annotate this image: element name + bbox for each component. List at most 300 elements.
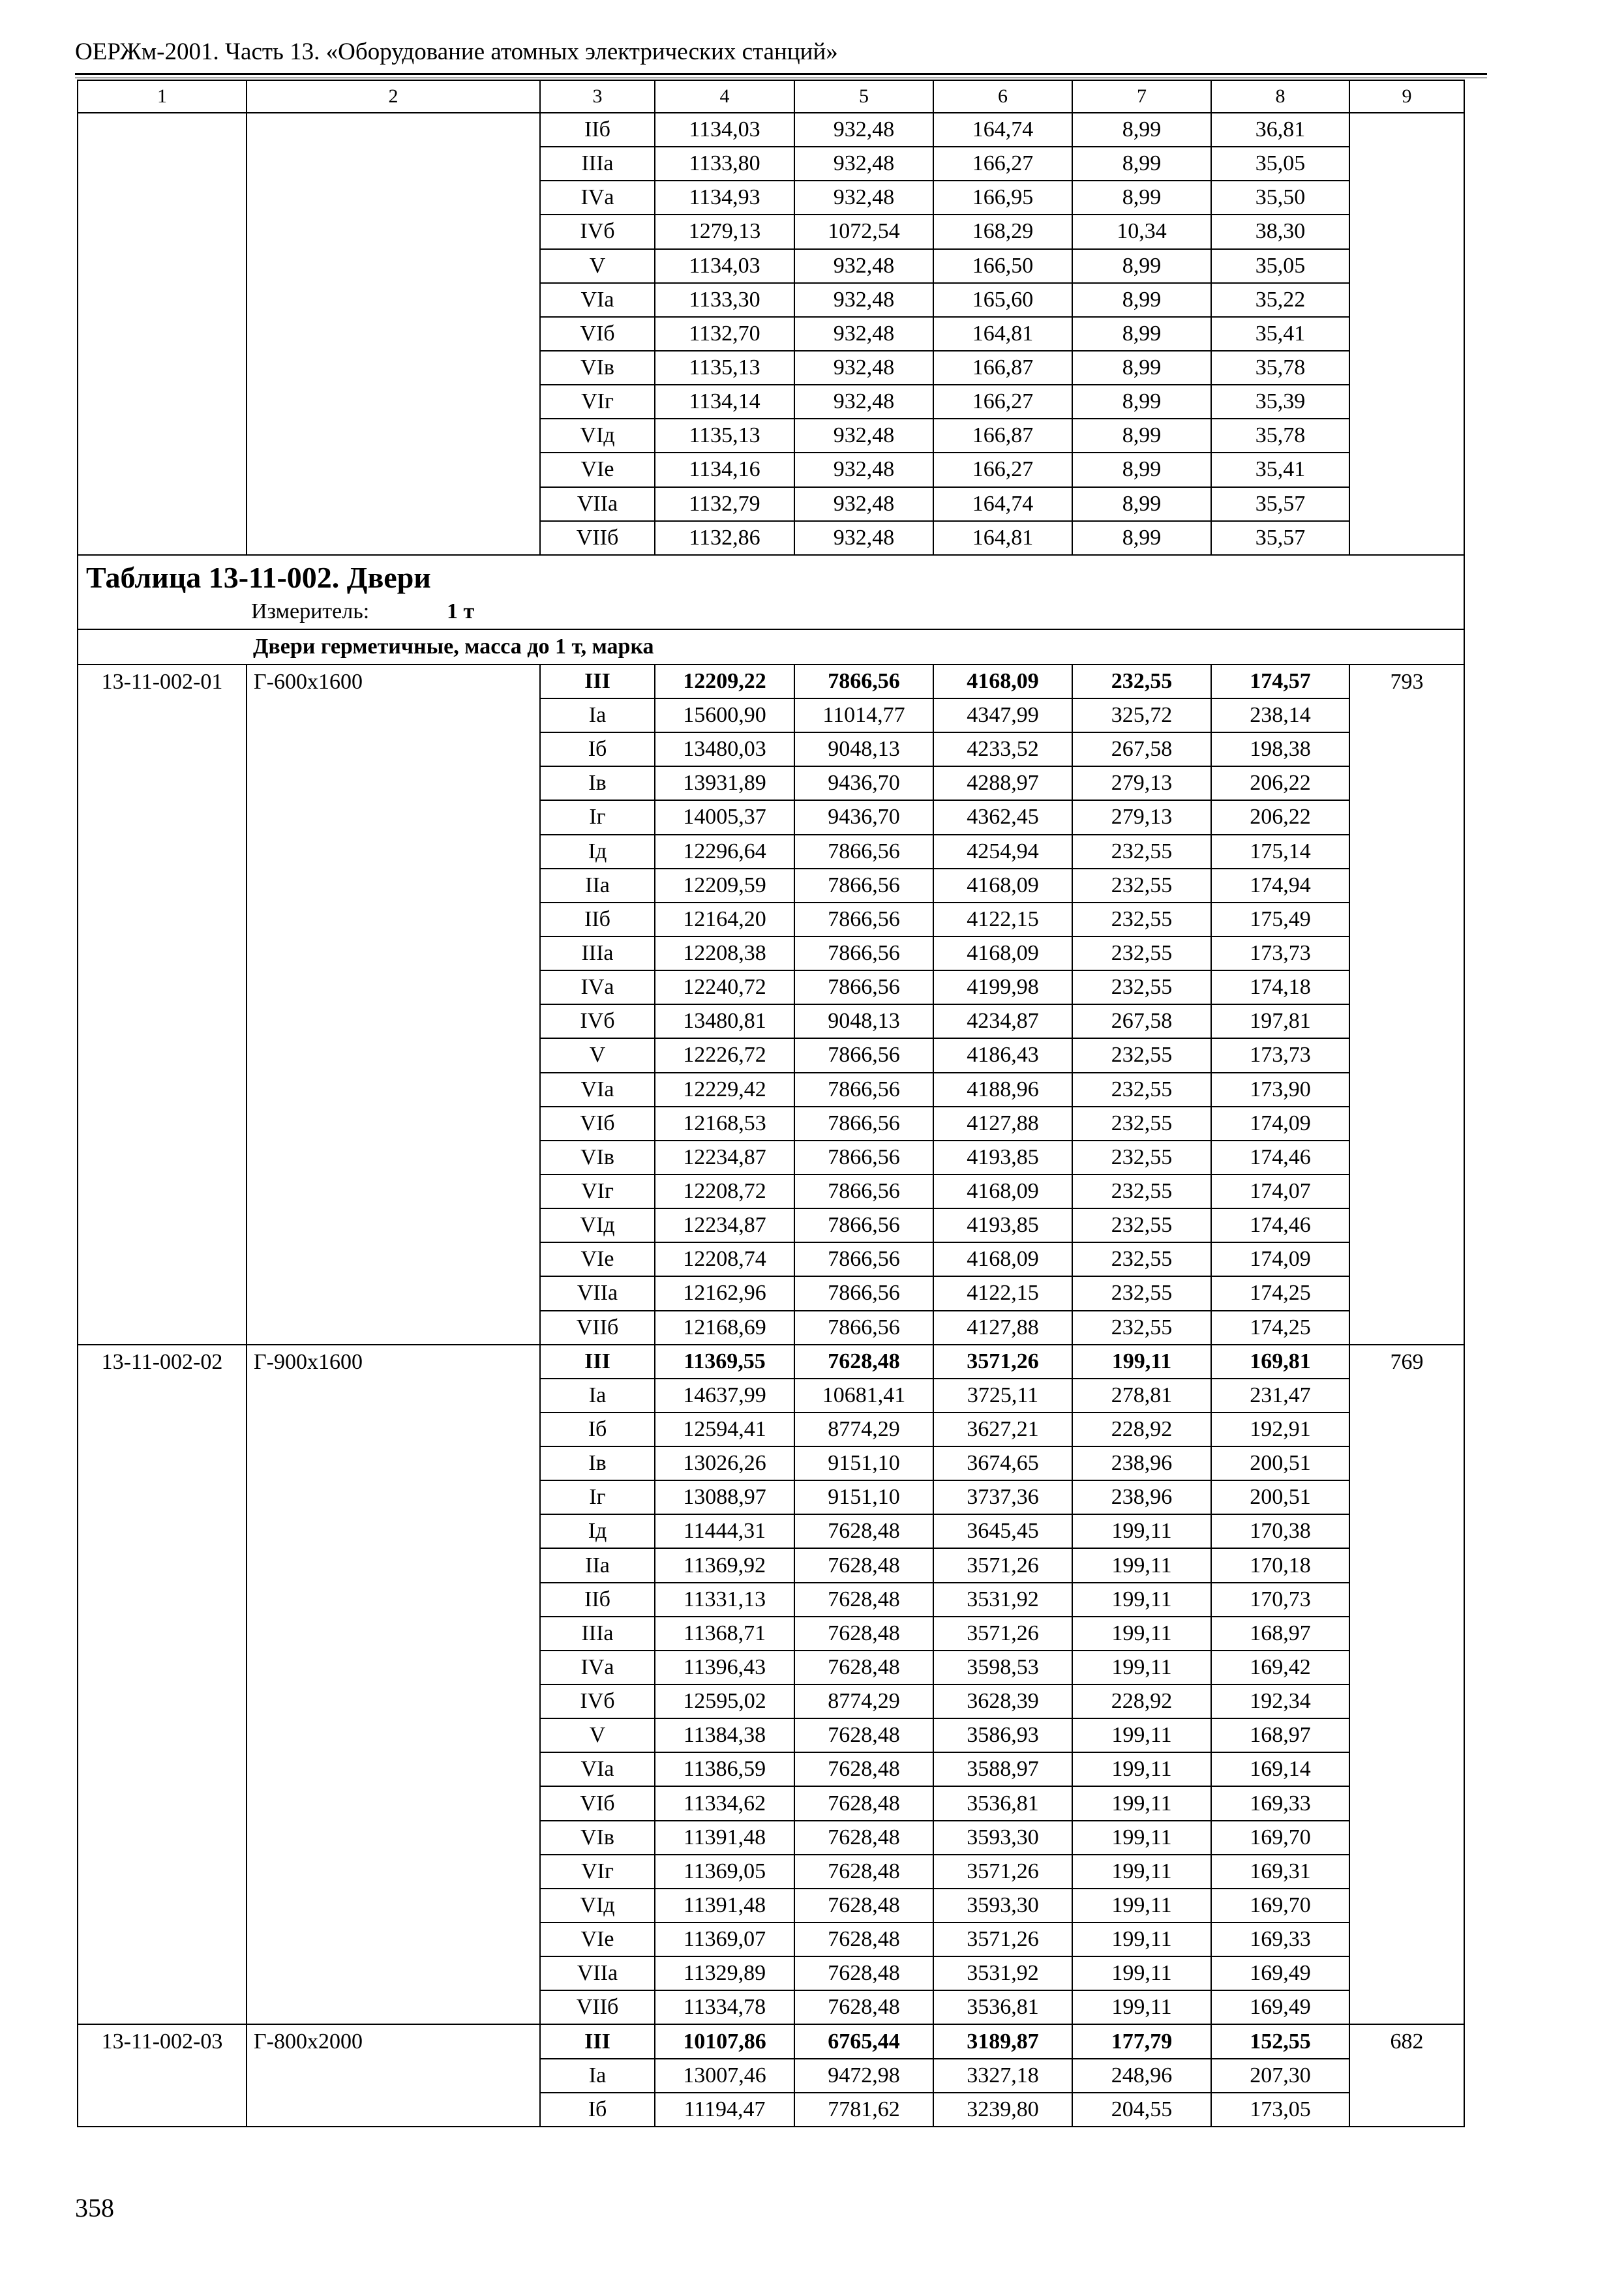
table-cell: VIIа	[540, 1956, 655, 1990]
table-cell: 7866,56	[794, 1311, 933, 1345]
table-cell: 7628,48	[794, 1718, 933, 1752]
item-name: Г-900х1600	[247, 1345, 540, 2025]
table-cell: 7628,48	[794, 1345, 933, 1379]
table-cell: 173,90	[1211, 1073, 1349, 1107]
table-cell: V	[540, 1718, 655, 1752]
table-cell: IIIа	[540, 936, 655, 970]
table-cell: 174,18	[1211, 970, 1349, 1004]
table-cell: 199,11	[1072, 1548, 1211, 1582]
table-cell: 197,81	[1211, 1004, 1349, 1038]
table-cell: 35,50	[1211, 181, 1349, 215]
table-cell: 4188,96	[933, 1073, 1072, 1107]
table-cell: 164,74	[933, 113, 1072, 147]
table-cell: 932,48	[794, 487, 933, 521]
table-cell: 11334,62	[655, 1786, 794, 1820]
table-cell: 168,97	[1211, 1718, 1349, 1752]
table-cell: 170,38	[1211, 1514, 1349, 1548]
table-cell: 7781,62	[794, 2093, 933, 2127]
table-cell: 9048,13	[794, 1004, 933, 1038]
table-cell: 9048,13	[794, 732, 933, 766]
table-cell: VIд	[540, 1208, 655, 1242]
table-cell: 175,49	[1211, 903, 1349, 936]
column-number: 8	[1211, 80, 1349, 113]
table-cell: 13480,81	[655, 1004, 794, 1038]
item-mass: 682	[1349, 2024, 1464, 2126]
table-cell: 169,42	[1211, 1651, 1349, 1684]
table-cell: 207,30	[1211, 2059, 1349, 2093]
table-cell: 4199,98	[933, 970, 1072, 1004]
table-cell: 174,07	[1211, 1174, 1349, 1208]
table-cell: 3593,30	[933, 1821, 1072, 1855]
table-cell: 7866,56	[794, 1208, 933, 1242]
table-cell: 3645,45	[933, 1514, 1072, 1548]
table-cell: 8,99	[1072, 385, 1211, 419]
table-cell: VIIа	[540, 487, 655, 521]
column-number: 1	[78, 80, 247, 113]
table-cell: 12229,42	[655, 1073, 794, 1107]
table-cell: 3571,26	[933, 1617, 1072, 1651]
table-cell: 166,27	[933, 453, 1072, 486]
table-cell: 174,94	[1211, 869, 1349, 903]
table-cell: V	[540, 249, 655, 283]
table-cell: 3571,26	[933, 1922, 1072, 1956]
table-title: Таблица 13-11-002. Двери	[86, 560, 431, 594]
table-cell: 11369,07	[655, 1922, 794, 1956]
empty-code-cell	[78, 113, 247, 555]
table-cell: 4168,09	[933, 869, 1072, 903]
table-cell: 7628,48	[794, 1889, 933, 1922]
table-cell: 166,87	[933, 419, 1072, 453]
table-cell: 9436,70	[794, 766, 933, 800]
table-cell: 3189,87	[933, 2024, 1072, 2058]
table-row	[78, 1345, 1464, 1379]
table-cell: 173,73	[1211, 936, 1349, 970]
table-cell: 3737,36	[933, 1480, 1072, 1514]
table-cell: 13007,46	[655, 2059, 794, 2093]
table-cell: 232,55	[1072, 1038, 1211, 1072]
table-cell: 232,55	[1072, 665, 1211, 698]
table-cell: VIг	[540, 1855, 655, 1889]
column-number: 4	[655, 80, 794, 113]
empty-mass-cell	[1349, 113, 1464, 555]
table-cell: 11391,48	[655, 1889, 794, 1922]
table-cell: 7866,56	[794, 1276, 933, 1310]
table-cell: 932,48	[794, 249, 933, 283]
table-cell: 279,13	[1072, 766, 1211, 800]
table-cell: 13026,26	[655, 1446, 794, 1480]
table-cell: 10107,86	[655, 2024, 794, 2058]
table-cell: 238,96	[1072, 1480, 1211, 1514]
table-cell: 199,11	[1072, 1786, 1211, 1820]
table-cell: 238,96	[1072, 1446, 1211, 1480]
column-number: 2	[247, 80, 540, 113]
table-cell: VIа	[540, 1752, 655, 1786]
table-cell: 168,29	[933, 215, 1072, 248]
table-cell: 11444,31	[655, 1514, 794, 1548]
table-cell: 4234,87	[933, 1004, 1072, 1038]
table-cell: IVа	[540, 970, 655, 1004]
table-cell: 35,05	[1211, 249, 1349, 283]
table-cell: 12209,22	[655, 665, 794, 698]
table-cell: 3674,65	[933, 1446, 1072, 1480]
table-cell: VIб	[540, 317, 655, 351]
table-cell: 267,58	[1072, 1004, 1211, 1038]
header-rule	[75, 73, 1487, 75]
table-cell: 7866,56	[794, 1242, 933, 1276]
rates-table	[77, 80, 1465, 2127]
table-cell: 7628,48	[794, 1990, 933, 2024]
measurer-label: Измеритель:	[251, 599, 370, 623]
table-cell: 3628,39	[933, 1684, 1072, 1718]
table-cell: 228,92	[1072, 1413, 1211, 1446]
column-number: 7	[1072, 80, 1211, 113]
item-code: 13-11-002-01	[78, 665, 247, 1345]
table-cell: 9436,70	[794, 800, 933, 834]
table-cell: 3586,93	[933, 1718, 1072, 1752]
table-cell: 8774,29	[794, 1684, 933, 1718]
table-cell: 12234,87	[655, 1141, 794, 1174]
table-cell: 170,73	[1211, 1583, 1349, 1617]
table-cell: 4122,15	[933, 1276, 1072, 1310]
table-cell: 8,99	[1072, 419, 1211, 453]
table-cell: 7866,56	[794, 1038, 933, 1072]
table-cell: 7866,56	[794, 1174, 933, 1208]
table-cell: 169,81	[1211, 1345, 1349, 1379]
table-cell: 3593,30	[933, 1889, 1072, 1922]
table-cell: 6765,44	[794, 2024, 933, 2058]
table-cell: 1134,16	[655, 453, 794, 486]
item-mass: 793	[1349, 665, 1464, 1345]
table-cell: 4168,09	[933, 1242, 1072, 1276]
table-cell: 199,11	[1072, 1752, 1211, 1786]
column-number: 6	[933, 80, 1072, 113]
table-cell: 4127,88	[933, 1107, 1072, 1141]
page-number: 358	[75, 2193, 114, 2222]
table-cell: IIа	[540, 1548, 655, 1582]
table-cell: 11396,43	[655, 1651, 794, 1684]
table-cell: 8,99	[1072, 147, 1211, 181]
section-row	[78, 629, 1464, 665]
column-number: 9	[1349, 80, 1464, 113]
table-cell: 7628,48	[794, 1922, 933, 1956]
table-cell: 199,11	[1072, 1583, 1211, 1617]
table-cell: 8,99	[1072, 283, 1211, 317]
table-cell: 4193,85	[933, 1208, 1072, 1242]
table-cell: 7866,56	[794, 1073, 933, 1107]
table-cell: 169,31	[1211, 1855, 1349, 1889]
table-cell: VIа	[540, 283, 655, 317]
table-cell: VIIб	[540, 1990, 655, 2024]
table-cell: 10681,41	[794, 1379, 933, 1413]
table-cell: 4127,88	[933, 1311, 1072, 1345]
table-cell: 166,95	[933, 181, 1072, 215]
table-cell: 3239,80	[933, 2093, 1072, 2127]
table-cell: 199,11	[1072, 1651, 1211, 1684]
table-cell: 7866,56	[794, 835, 933, 869]
table-cell: VIIб	[540, 521, 655, 555]
table-cell: 199,11	[1072, 1855, 1211, 1889]
table-cell: 232,55	[1072, 1141, 1211, 1174]
table-cell: 11369,92	[655, 1548, 794, 1582]
table-cell: 1134,03	[655, 249, 794, 283]
table-cell: 1132,79	[655, 487, 794, 521]
table-cell: 4347,99	[933, 698, 1072, 732]
table-cell: 3571,26	[933, 1345, 1072, 1379]
table-cell: 7628,48	[794, 1548, 933, 1582]
table-cell: 8,99	[1072, 521, 1211, 555]
page-header: ОЕРЖм-2001. Часть 13. «Оборудование атомных электрических станций»	[75, 38, 838, 65]
table-cell: 164,81	[933, 521, 1072, 555]
table-cell: 174,46	[1211, 1208, 1349, 1242]
table-cell: 11369,05	[655, 1855, 794, 1889]
table-cell: 11329,89	[655, 1956, 794, 1990]
table-cell: 267,58	[1072, 732, 1211, 766]
table-cell: 12208,74	[655, 1242, 794, 1276]
table-cell: IIIа	[540, 147, 655, 181]
table-cell: 232,55	[1072, 936, 1211, 970]
table-cell: IVб	[540, 215, 655, 248]
table-cell: 3598,53	[933, 1651, 1072, 1684]
table-cell: 232,55	[1072, 903, 1211, 936]
table-cell: 231,47	[1211, 1379, 1349, 1413]
table-cell: IIб	[540, 903, 655, 936]
table-cell: 1135,13	[655, 419, 794, 453]
table-cell: 174,46	[1211, 1141, 1349, 1174]
table-cell: VIг	[540, 385, 655, 419]
table-cell: 4193,85	[933, 1141, 1072, 1174]
table-cell: 169,49	[1211, 1956, 1349, 1990]
column-number: 5	[794, 80, 933, 113]
table-cell: 1072,54	[794, 215, 933, 248]
table-cell: 9151,10	[794, 1446, 933, 1480]
table-cell: VIв	[540, 351, 655, 385]
table-cell: 36,81	[1211, 113, 1349, 147]
table-cell: VIе	[540, 1242, 655, 1276]
table-cell: 11334,78	[655, 1990, 794, 2024]
table-cell: 174,09	[1211, 1107, 1349, 1141]
table-cell: 248,96	[1072, 2059, 1211, 2093]
table-cell: 932,48	[794, 351, 933, 385]
table-cell: IVа	[540, 181, 655, 215]
table-cell: 169,33	[1211, 1922, 1349, 1956]
table-cell: 3327,18	[933, 2059, 1072, 2093]
table-cell: 3536,81	[933, 1786, 1072, 1820]
table-cell: 8,99	[1072, 113, 1211, 147]
table-cell: 199,11	[1072, 1922, 1211, 1956]
table-cell: 232,55	[1072, 1208, 1211, 1242]
table-cell: 4362,45	[933, 800, 1072, 834]
table-cell: 12594,41	[655, 1413, 794, 1446]
table-cell: 4233,52	[933, 732, 1072, 766]
table-cell: 206,22	[1211, 800, 1349, 834]
item-code: 13-11-002-03	[78, 2024, 247, 2126]
table-cell: VIд	[540, 419, 655, 453]
table-cell: VIа	[540, 1073, 655, 1107]
table-cell: 173,05	[1211, 2093, 1349, 2127]
table-cell: 12162,96	[655, 1276, 794, 1310]
table-cell: 12168,53	[655, 1107, 794, 1141]
table-cell: 7866,56	[794, 1141, 933, 1174]
table-cell: 232,55	[1072, 1242, 1211, 1276]
table-cell: 8,99	[1072, 351, 1211, 385]
table-cell: 932,48	[794, 453, 933, 486]
table-cell: 7628,48	[794, 1786, 933, 1820]
table-cell: Iд	[540, 835, 655, 869]
table-cell: 9472,98	[794, 2059, 933, 2093]
table-cell: 12595,02	[655, 1684, 794, 1718]
column-number-row	[78, 80, 1464, 113]
table-cell: 238,14	[1211, 698, 1349, 732]
table-cell: 199,11	[1072, 1956, 1211, 1990]
table-cell: 9151,10	[794, 1480, 933, 1514]
table-cell: 35,78	[1211, 419, 1349, 453]
table-cell: 164,74	[933, 487, 1072, 521]
table-cell: 1132,86	[655, 521, 794, 555]
table-cell: 204,55	[1072, 2093, 1211, 2127]
table-cell: 11391,48	[655, 1821, 794, 1855]
table-cell: 199,11	[1072, 1889, 1211, 1922]
item-name: Г-800х2000	[247, 2024, 540, 2126]
table-cell: 14005,37	[655, 800, 794, 834]
table-cell: 1134,93	[655, 181, 794, 215]
table-cell: 932,48	[794, 385, 933, 419]
table-cell: 7628,48	[794, 1752, 933, 1786]
table-cell: 174,25	[1211, 1311, 1349, 1345]
table-cell: 38,30	[1211, 215, 1349, 248]
table-cell: 192,34	[1211, 1684, 1349, 1718]
table-cell: VIIа	[540, 1276, 655, 1310]
table-cell: 200,51	[1211, 1480, 1349, 1514]
table-cell: 168,97	[1211, 1617, 1349, 1651]
table-cell: 199,11	[1072, 1718, 1211, 1752]
table-cell: VIг	[540, 1174, 655, 1208]
table-cell: 11194,47	[655, 2093, 794, 2127]
table-cell: 198,38	[1211, 732, 1349, 766]
table-cell: 12234,87	[655, 1208, 794, 1242]
table-cell: 11368,71	[655, 1617, 794, 1651]
table-cell: IIб	[540, 1583, 655, 1617]
table-cell: 7628,48	[794, 1821, 933, 1855]
table-title-row	[78, 555, 1464, 629]
table-cell: 7628,48	[794, 1617, 933, 1651]
table-cell: 35,39	[1211, 385, 1349, 419]
table-cell: 7628,48	[794, 1583, 933, 1617]
table-cell: IVб	[540, 1004, 655, 1038]
item-mass: 769	[1349, 1345, 1464, 2025]
table-cell: 7866,56	[794, 665, 933, 698]
table-cell: 8,99	[1072, 249, 1211, 283]
table-cell: 192,91	[1211, 1413, 1349, 1446]
table-cell: 199,11	[1072, 1990, 1211, 2024]
table-cell: VIе	[540, 1922, 655, 1956]
table-cell: 932,48	[794, 181, 933, 215]
table-cell: 13931,89	[655, 766, 794, 800]
table-cell: 35,57	[1211, 487, 1349, 521]
table-cell: 11014,77	[794, 698, 933, 732]
table-cell: 1132,70	[655, 317, 794, 351]
table-cell: 8774,29	[794, 1413, 933, 1446]
table-cell: 932,48	[794, 419, 933, 453]
table-cell: 278,81	[1072, 1379, 1211, 1413]
table-cell: 4168,09	[933, 936, 1072, 970]
table-cell: 4186,43	[933, 1038, 1072, 1072]
table-cell: Iв	[540, 766, 655, 800]
table-cell: 11386,59	[655, 1752, 794, 1786]
table-cell: Iб	[540, 732, 655, 766]
table-cell: 170,18	[1211, 1548, 1349, 1582]
table-cell: VIб	[540, 1107, 655, 1141]
table-cell: 4168,09	[933, 1174, 1072, 1208]
table-cell: 7866,56	[794, 1107, 933, 1141]
column-number: 3	[540, 80, 655, 113]
table-cell: 932,48	[794, 147, 933, 181]
table-cell: 4254,94	[933, 835, 1072, 869]
table-cell: 232,55	[1072, 1311, 1211, 1345]
measurer-unit: 1 т	[447, 599, 475, 623]
table-cell: 11384,38	[655, 1718, 794, 1752]
table-cell: Iа	[540, 1379, 655, 1413]
table-cell: 7628,48	[794, 1514, 933, 1548]
table-cell: 35,41	[1211, 317, 1349, 351]
table-cell: V	[540, 1038, 655, 1072]
table-row	[78, 665, 1464, 698]
table-cell: 1134,03	[655, 113, 794, 147]
table-cell: 932,48	[794, 317, 933, 351]
table-cell: 3536,81	[933, 1990, 1072, 2024]
table-cell: Iб	[540, 1413, 655, 1446]
table-cell: 166,50	[933, 249, 1072, 283]
table-cell: 12208,38	[655, 936, 794, 970]
table-cell: 12226,72	[655, 1038, 794, 1072]
table-cell: 35,41	[1211, 453, 1349, 486]
table-cell: 1135,13	[655, 351, 794, 385]
table-cell: 12164,20	[655, 903, 794, 936]
table-cell: 169,70	[1211, 1889, 1349, 1922]
table-cell: 7628,48	[794, 1956, 933, 1990]
table-cell: 232,55	[1072, 1174, 1211, 1208]
table-cell: VIIб	[540, 1311, 655, 1345]
table-cell: 15600,90	[655, 698, 794, 732]
table-cell: 1133,80	[655, 147, 794, 181]
table-cell: 199,11	[1072, 1345, 1211, 1379]
table-cell: Iб	[540, 2093, 655, 2127]
table-cell: 3571,26	[933, 1548, 1072, 1582]
table-cell: 199,11	[1072, 1821, 1211, 1855]
table-cell: VIб	[540, 1786, 655, 1820]
table-cell: 4288,97	[933, 766, 1072, 800]
table-cell: III	[540, 665, 655, 698]
table-cell: 13088,97	[655, 1480, 794, 1514]
table-cell: IVа	[540, 1651, 655, 1684]
table-cell: 14637,99	[655, 1379, 794, 1413]
table-cell: 164,81	[933, 317, 1072, 351]
table-cell: 12240,72	[655, 970, 794, 1004]
table-cell: 11369,55	[655, 1345, 794, 1379]
empty-name-cell	[247, 113, 540, 555]
table-cell: 35,57	[1211, 521, 1349, 555]
table-cell: III	[540, 2024, 655, 2058]
table-cell: 232,55	[1072, 835, 1211, 869]
table-cell: 7866,56	[794, 970, 933, 1004]
table-cell: 169,49	[1211, 1990, 1349, 2024]
section-title: Двери герметичные, масса до 1 т, марка	[78, 629, 1464, 665]
table-cell: 11331,13	[655, 1583, 794, 1617]
table-cell: IIа	[540, 869, 655, 903]
table-cell: 199,11	[1072, 1617, 1211, 1651]
table-cell: 7866,56	[794, 936, 933, 970]
table-cell: 7628,48	[794, 1855, 933, 1889]
table-cell: 35,78	[1211, 351, 1349, 385]
